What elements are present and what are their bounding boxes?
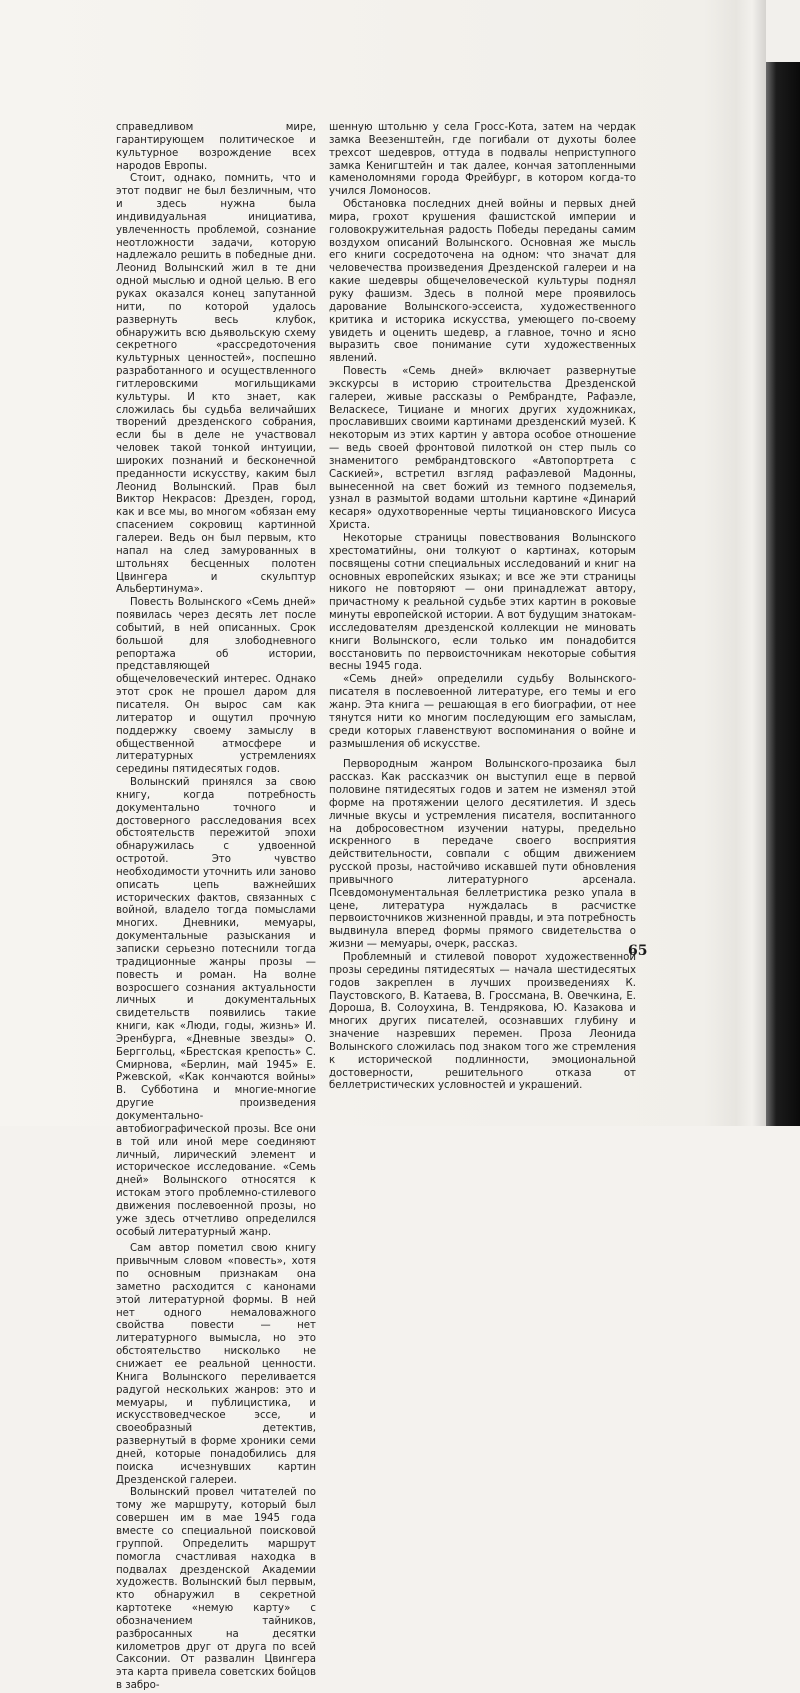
- left-column: [116, 122, 316, 1693]
- paragraph: Повесть «Семь дней» включает развернутые экскурсы в историю строительства Дрезденской галереи, живые рассказы о Рембрандте, Рафаэле, Веласкесе, Тициане и многих других художниках, прославивших своими картинами дрезденский музей. К некоторым из этих картин у автора особое отношение — ведь своей фронтовой пилоткой он стер пыль со знаменитого рембрандтовского «Автопортрета с Саскией», встретил взгляд рафаэлевой Мадонны, вынесенной на свет божий из темного подземелья, узнал в размытой водами штольни картине «Динарий кесаря» одухотворенные черты тициановского Иисуса Христа.: [329, 366, 636, 532]
- binding-shadow: [752, 0, 766, 1126]
- paragraph: Обстановка последних дней войны и первых дней мира, грохот крушения фашистской империи и головокружительная радость Победы переданы самим воздухом описаний Волынского. Основная же мысль его книги сосредоточена на одном: что значат для человечества произведения Дрезденской галереи и на какие шедевры общечеловеческой культуры поднял руку фашизм. Здесь в полной мере проявилось дарование Волынского-эссеиста, художественного критика и историка искусства, умеющего по-своему увидеть и оценить шедевр, а главное, точно и ясно выразить свое понимание сути художественных явлений.: [329, 199, 636, 365]
- paragraph: Повесть Волынского «Семь дней» появилась через десять лет после событий, в ней описанных. Срок большой для злободневного репортажа об истории, представляющей общечеловеческий интерес. Однако этот срок не прошел даром для писателя. Он вырос сам как литератор и ощутил прочную поддержку своему замыслу в общественной атмосфере и литературных устремлениях середины пятидесятых годов.: [116, 597, 316, 776]
- paragraph: Некоторые страницы повествования Волынского хрестоматийны, они толкуют о картинах, которым посвящены сотни специальных исследований и книг на основных европейских языках; и все же эти страницы никого не повторяют — они принадлежат автору, причастному к реальной судьбе этих картин в роковые минуты европейской истории. А вот будущим знатокам-исследователям дрезденской коллекции не миновать книги Волынского, если только им понадобится восстановить по первоисточникам некоторые события весны 1945 года.: [329, 533, 636, 673]
- paragraph: Проблемный и стилевой поворот художественной прозы середины пятидесятых — начала шестидесятых годов закреплен в лучших произведениях К. Паустовского, В. Катаева, В. Гроссмана, В. Овечкина, Е. Дороша, В. Солоухина, В. Тендрякова, Ю. Казакова и многих других писателей, осознавших глубину и значение назревших перемен. Проза Леонида Волынского сложилась под знаком того же стремления к исторической подлинности, эмоциональной достоверности, решительного отказа от беллетристических условностей и украшений.: [329, 952, 636, 1092]
- paragraph: Волынский принялся за свою книгу, когда потребность документально точного и достоверного расследования всех обстоятельств пережитой эпохи обнаружилась с удвоенной остротой. Это чувство необходимости уточнить или заново описать цепь важнейших исторических фактов, связанных с войной, владело тогда помыслами многих. Дневники, мемуары, документальные разыскания и записки серьезно потеснили тогда традиционные жанры прозы — повесть и роман. На волне возросшего сознания актуальности личных и документальных свидетельств появились такие книги, как «Люди, годы, жизнь» И. Эренбурга, «Дневные звезды» О. Берггольц, «Брестская крепость» С. Смирнова, «Берлин, май 1945» Е. Ржевской, «Как кончаются войны» В. Субботина и многие-многие другие произведения документально-автобиографической прозы. Все они в той или иной мере соединяют личный, лирический элемент и историческое исследование. «Семь дней» Волынского относятся к истокам этого проблемно-стилевого движения послевоенной прозы, но уже здесь отчетливо определился особый литературный жанр.: [116, 777, 316, 1238]
- paragraph: Волынский провел читателей по тому же маршруту, который был совершен им в мае 1945 года вместе со специальной поисковой группой. Определить маршрут помогла счастливая находка в подвалах дрезденской Академии художеств. Волынский был первым, кто обнаружил в секретной картотеке «немую карту» с обозначением тайников, разбросанных на десятки километров друг от друга по всей Саксонии. От развалин Цвингера эта карта привела советских бойцов в забро-: [116, 1487, 316, 1692]
- paragraph: шенную штольню у села Гросс-Кота, затем на чердак замка Веезенштейн, где погибали от духоты более трехсот шедевров, оттуда в подвалы неприступного замка Кенигштейн и так далее, кончая затопленными каменоломнями города Фрейбург, в котором когда-то учился Ломоносов.: [329, 122, 636, 198]
- paragraph: справедливом мире, гарантирующем политическое и культурное возрождение всех народов Европы.: [116, 122, 316, 172]
- paragraph: Первородным жанром Волынского-прозаика был рассказ. Как рассказчик он выступил еще в первой половине пятидесятых годов и затем не изменял этой форме на протяжении целого десятилетия. И здесь личные вкусы и устремления писателя, воспитанного на добросовестном изучении натуры, предельно искренного в передаче своего восприятия действительности, совпали с общим движением русской прозы, настойчиво искавшей пути обновления привычного литературного арсенала. Псевдомонументальная беллетристика резко упала в цене, литература нуждалась в расчистке первоисточников жизненной правды, и эта потребность выдвинула вперед формы прямого свидетельства о жизни — мемуары, очерк, рассказ.: [329, 759, 636, 951]
- paragraph: Сам автор пометил свою книгу привычным словом «повесть», хотя по основным признакам она заметно расходится с канонами этой литературной формы. В ней нет одного немаловажного свойства повести — нет литературного вымысла, но это обстоятельство нисколько не снижает ее реальной ценности. Книга Волынского переливается радугой нескольких жанров: это и мемуары, и публицистика, и искусствоведческое эссе, и своеобразный детектив, развернутый в форме хроники семи дней, которые понадобились для поиска исчезнувших картин Дрезденской галереи.: [116, 1243, 316, 1486]
- paragraph: «Семь дней» определили судьбу Волынского-писателя в послевоенной литературе, его темы и его жанр. Эта книга — решающая в его биографии, от нее тянутся нити ко многим последующим его замыслам, среди которых главенствуют воспоминания о войне и размышления об искусстве.: [329, 674, 636, 750]
- book-binding: [766, 62, 800, 1126]
- page-number: 65: [628, 943, 648, 959]
- paragraph: Стоит, однако, помнить, что и этот подвиг не был безличным, что и здесь нужна была индивидуальная инициатива, увлеченность проблемой, сознание неотложности задачи, которую надлежало решить в победные дни. Леонид Волынский жил в те дни одной мыслью и одной целью. В его руках оказался конец запутанной нити, по которой удалось развернуть весь клубок, обнаружить всю дьявольскую схему секретного «рассредоточения культурных ценностей», поспешно разработанного и осуществленного гитлеровскими могильщиками культуры. И кто знает, как сложилась бы судьба величайших творений дрезденского собрания, если бы в деле не участвовал человек такой тонкой интуиции, широких познаний и бесконечной преданности искусству, каким был Леонид Волынский. Прав был Виктор Некрасов: Дрезден, город, как и все мы, во многом «обязан ему спасением сокровищ картинной галереи. Ведь он был первым, кто напал на след замурованных в штольнях бесценных полотен Цвингера и скульптур Альбертинума».: [116, 173, 316, 596]
- right-column: [329, 122, 636, 1093]
